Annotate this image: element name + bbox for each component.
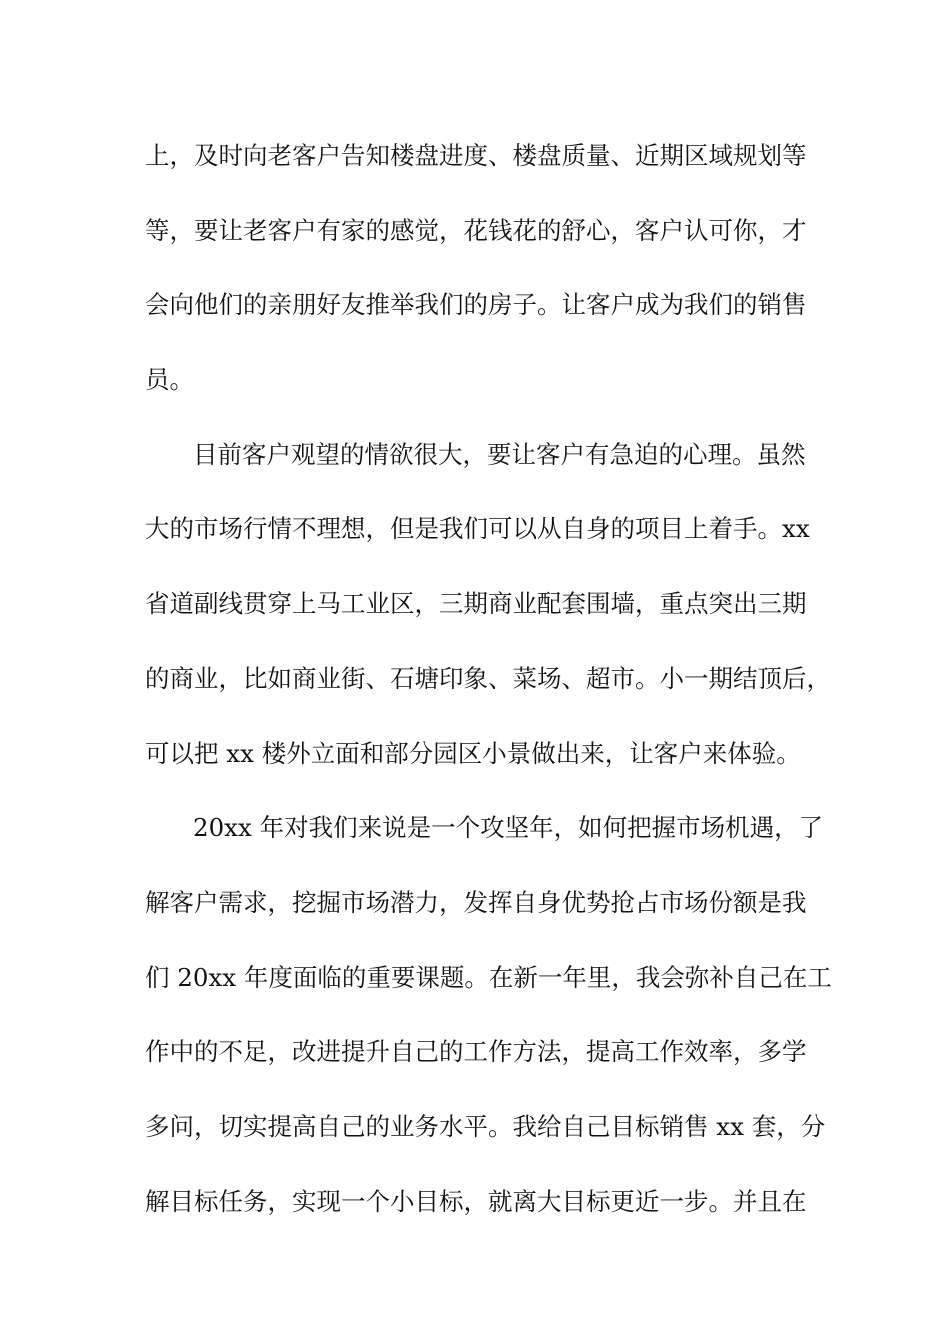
- text-line-13: 作中的不足，改进提升自己的工作方法，提高工作效率，多学: [145, 1037, 807, 1067]
- text-line-3: 会向他们的亲朋好友推举我们的房子。让客户成为我们的销售: [145, 290, 807, 320]
- text-line-14: 多问，切实提高自己的业务水平。我给自己目标销售 xx 套，分: [145, 1111, 826, 1141]
- text-line-1: 上，及时向老客户告知楼盘进度、楼盘质量、近期区域规划等: [145, 141, 807, 170]
- text-line-15: 解目标任务，实现一个小目标，就离大目标更近一步。并且在: [145, 1186, 807, 1216]
- text-line-12: 们 20xx 年度面临的重要课题。在新一年里，我会弥补自己在工: [145, 962, 832, 992]
- text-line-2: 等，要让老客户有家的感觉，花钱花的舒心，客户认可你，才: [145, 215, 807, 245]
- text-line-8: 的商业，比如商业街、石塘印象、菜场、超市。小一期结顶后，: [145, 663, 831, 693]
- body-text: [145, 128, 835, 1248]
- text-line-10: 20xx 年对我们来说是一个攻坚年，如何把握市场机遇，了: [193, 813, 824, 843]
- text-line-5: 目前客户观望的情欲很大，要让客户有急迫的心理。虽然: [193, 439, 806, 469]
- text-line-9: 可以把 xx 楼外立面和部分园区小景做出来，让客户来体验。: [145, 738, 801, 768]
- text-line-6: 大的市场行情不理想，但是我们可以从自身的项目上着手。xx: [145, 514, 810, 544]
- text-line-4: 员。: [145, 365, 194, 395]
- text-line-7: 省道副线贯穿上马工业区，三期商业配套围墙，重点突出三期: [145, 589, 807, 619]
- text-line-11: 解客户需求，挖掘市场潜力，发挥自身优势抢占市场份额是我: [145, 887, 807, 917]
